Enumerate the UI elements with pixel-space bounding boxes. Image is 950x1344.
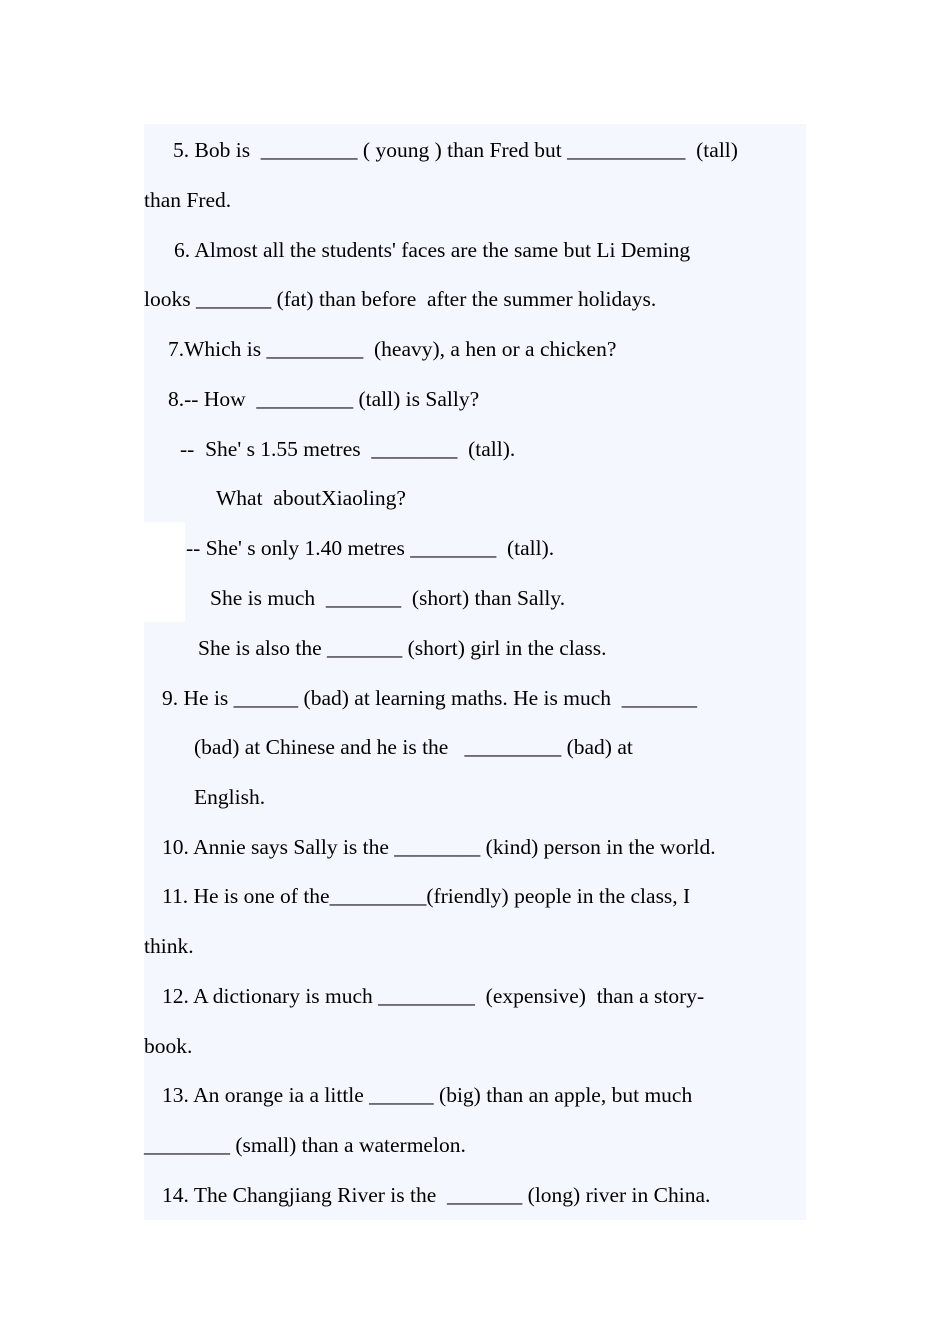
exercise-line: 11. He is one of the_________(friendly) people in the class, I <box>162 884 691 908</box>
exercise-line: 10. Annie says Sally is the ________ (kind) person in the world. <box>162 835 716 859</box>
exercise-line: She is also the _______ (short) girl in the class. <box>198 636 607 660</box>
background-gap <box>144 522 185 622</box>
exercise-line: 6. Almost all the students' faces are the same but Li Deming <box>174 238 691 262</box>
exercise-line: 5. Bob is _________ ( young ) than Fred but ___________ (tall) <box>173 138 738 162</box>
exercise-line: 8.-- How _________ (tall) is Sally? <box>168 387 480 411</box>
exercise-line: English. <box>194 785 266 809</box>
exercise-line: looks _______ (fat) than before after the summer holidays. <box>144 287 657 311</box>
exercise-line: She is much _______ (short) than Sally. <box>210 586 566 610</box>
exercise-line: book. <box>144 1034 193 1058</box>
exercise-line: ________ (small) than a watermelon. <box>144 1133 466 1157</box>
exercise-line: 9. He is ______ (bad) at learning maths. He is much _______ <box>162 686 698 710</box>
exercise-line: 14. The Changjiang River is the _______ (long) river in China. <box>162 1183 711 1207</box>
exercise-line: 13. An orange ia a little ______ (big) than an apple, but much <box>162 1083 693 1107</box>
exercise-line: What aboutXiaoling? <box>216 486 406 510</box>
exercise-line: 12. A dictionary is much _________ (expensive) than a story- <box>162 984 705 1008</box>
exercise-line: -- She' s only 1.40 metres ________ (tall). <box>186 536 555 560</box>
exercise-line: -- She' s 1.55 metres ________ (tall). <box>180 437 516 461</box>
exercise-line: 7.Which is _________ (heavy), a hen or a chicken? <box>168 337 617 361</box>
exercise-line: than Fred. <box>144 188 232 212</box>
exercise-line: think. <box>144 934 194 958</box>
exercise-line: (bad) at Chinese and he is the _________ (bad) at <box>194 735 633 759</box>
